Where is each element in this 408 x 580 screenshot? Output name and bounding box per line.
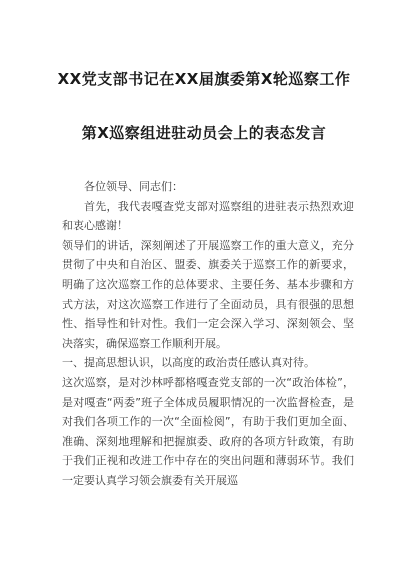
greeting: 各位领导、同志们： <box>84 180 183 193</box>
document-body <box>62 177 354 491</box>
document-title-line-2: 第X巡察组进驻动员会上的表态发言 <box>81 124 327 142</box>
section-heading-1: 一、提高思想认识，以高度的政治责任感认真对待。 <box>62 356 315 370</box>
document-title-line-1: XX党支部书记在XX届旗委第X轮巡察工作 <box>57 70 351 88</box>
paragraph-leaders-speech: 领导们的讲话，深刻阐述了开展巡察工作的重大意义，充分贯彻了中央和自治区、盟委、旗委关于巡察工作的新要求，明确了这次巡察工作的总体要求、主要任务、基本步骤和方式方法，对这次巡察工作进行了全面动员，具有很强的思想性、指导性和针对性。我们一定会深入学习、深刻领会、坚决落实，确保巡察工作顺利开展。 <box>62 238 354 350</box>
paragraph-inspection: 这次巡察，是对沙林呼都格嘎查党支部的一次“政治体检”，是对嘎查“两委”班子全体成员履职情况的一次监督检查，是对我们各项工作的一次“全面检阅”，有助于我们更加全面、准确、深刻地理解和把握旗委、政府的各项方针政策，有助于我们正视和改进工作中存在的突出问题和薄弱环节。我们一定要认真学习领会旗委有关开展巡 <box>62 375 354 487</box>
paragraph-welcome: 首先，我代表嘎查党支部对巡察组的进驻表示热烈欢迎和衷心感谢！ <box>62 199 354 233</box>
